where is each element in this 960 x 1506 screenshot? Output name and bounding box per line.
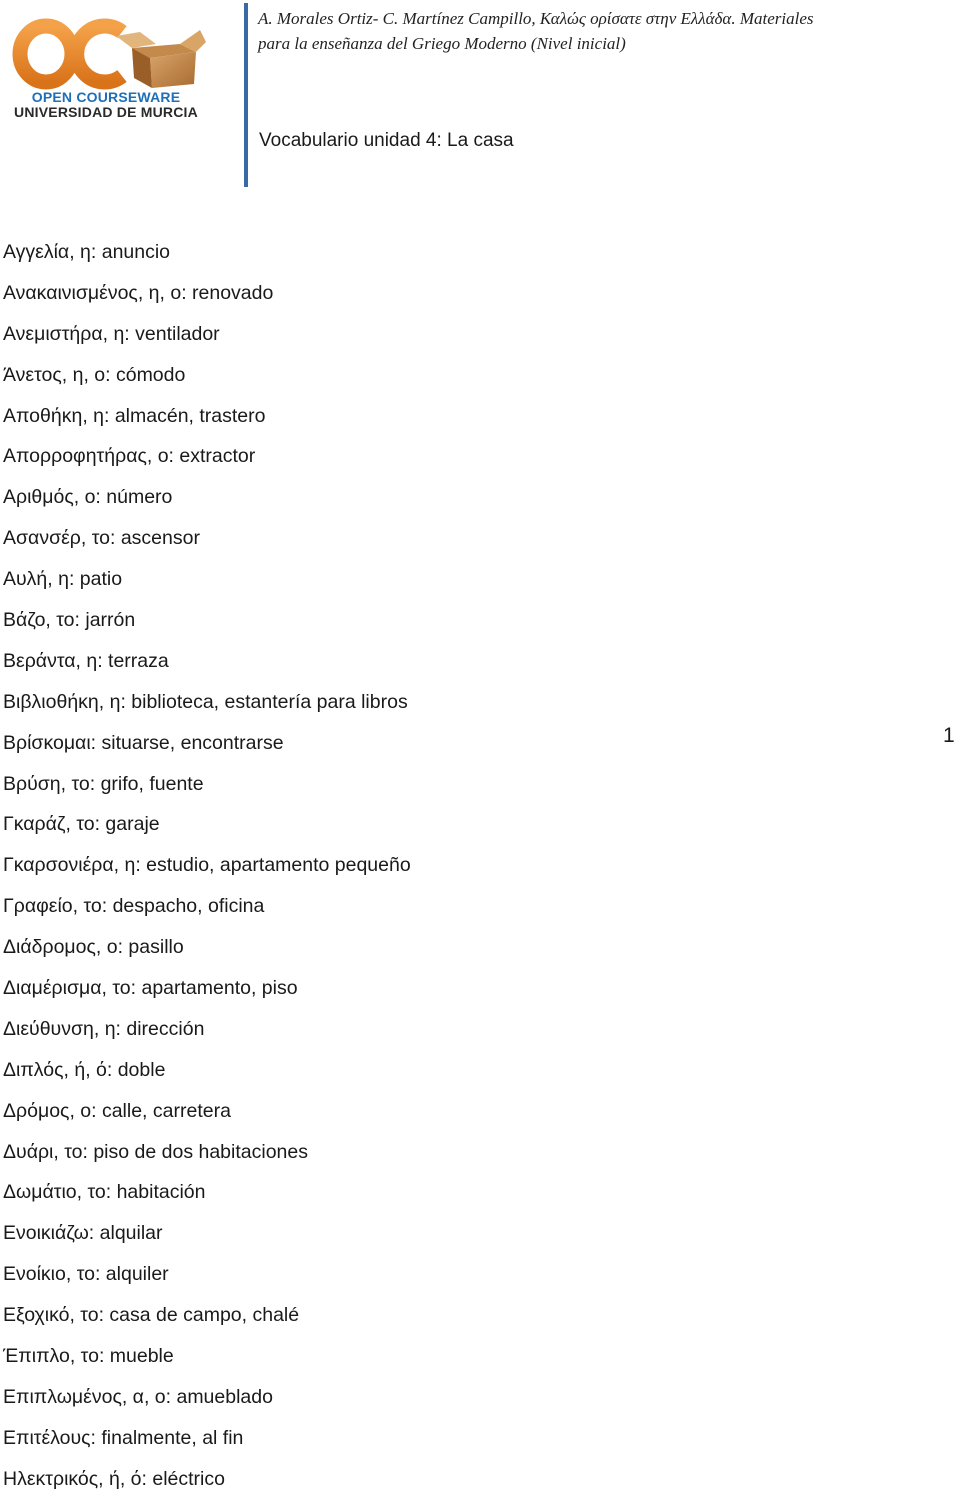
vocabulary-item: Βάζο, το: jarrón <box>3 609 136 632</box>
citation-header <box>258 6 948 56</box>
vocabulary-item: Ανεμιστήρα, η: ventilador <box>3 322 220 345</box>
citation-line-2: para la enseñanza del Griego Moderno (Nivel inicial) <box>258 34 626 53</box>
vocabulary-item: Ηλεκτρικός, ή, ό: eléctrico <box>3 1467 225 1490</box>
vocabulary-item: Διπλός, ή, ό: doble <box>3 1058 166 1081</box>
vocabulary-item: Γκαρσονιέρα, η: estudio, apartamento pequeño <box>3 854 411 877</box>
logo-line-universidad: UNIVERSIDAD DE MURCIA <box>14 104 198 120</box>
vocabulary-list <box>3 238 411 1506</box>
vocabulary-item: Βρύση, το: grifo, fuente <box>3 772 204 795</box>
header-divider <box>244 3 248 187</box>
vocabulary-item: Επιπλωμένος, α, ο: amueblado <box>3 1385 273 1408</box>
vocabulary-item: Αριθμός, ο: número <box>3 486 173 509</box>
vocabulary-item: Διεύθυνση, η: dirección <box>3 1017 205 1040</box>
vocabulary-item: Αποθήκη, η: almacén, trastero <box>3 404 266 427</box>
page-title: Vocabulario unidad 4: La casa <box>259 130 514 151</box>
vocabulary-item: Έπιπλο, το: mueble <box>3 1345 174 1368</box>
vocabulary-item: Γκαράζ, το: garaje <box>3 813 160 836</box>
vocabulary-item: Ανακαινισμένος, η, ο: renovado <box>3 281 274 304</box>
vocabulary-item: Απορροφητήρας, ο: extractor <box>3 445 256 468</box>
vocabulary-item: Εξοχικό, το: casa de campo, chalé <box>3 1304 300 1327</box>
vocabulary-item: Επιτέλους: finalmente, al fin <box>3 1426 244 1449</box>
vocabulary-item: Δυάρι, το: piso de dos habitaciones <box>3 1140 308 1163</box>
vocabulary-item: Βιβλιοθήκη, η: biblioteca, estantería para libros <box>3 690 408 713</box>
vocabulary-item: Βρίσκομαι: situarse, encontrarse <box>3 731 284 754</box>
vocabulary-item: Αυλή, η: patio <box>3 568 123 591</box>
vocabulary-item: Ενοίκιο, το: alquiler <box>3 1263 169 1286</box>
open-courseware-logo <box>4 14 208 122</box>
vocabulary-item: Αγγελία, η: anuncio <box>3 241 171 263</box>
vocabulary-item: Βεράντα, η: terraza <box>3 649 169 672</box>
vocabulary-item: Γραφείο, το: despacho, oficina <box>3 895 265 918</box>
citation-line-1: A. Morales Ortiz- C. Martínez Campillo, Καλώς ορίσατε στην Ελλάδα. Materiales <box>258 9 814 28</box>
vocabulary-item: Διάδρομος, ο: pasillo <box>3 936 184 959</box>
vocabulary-item: Ενοικιάζω: alquilar <box>3 1222 163 1245</box>
vocabulary-item: Δρόμος, ο: calle, carretera <box>3 1099 231 1122</box>
vocabulary-item: Δωμάτιο, το: habitación <box>3 1181 206 1204</box>
page-number: 1 <box>943 724 955 747</box>
logo-line-open-courseware: OPEN COURSEWARE <box>31 89 181 105</box>
vocabulary-item: Διαμέρισμα, το: apartamento, piso <box>3 977 298 1000</box>
vocabulary-item: Άνετος, η, ο: cómodo <box>3 363 186 386</box>
vocabulary-item: Ασανσέρ, το: ascensor <box>3 527 200 550</box>
